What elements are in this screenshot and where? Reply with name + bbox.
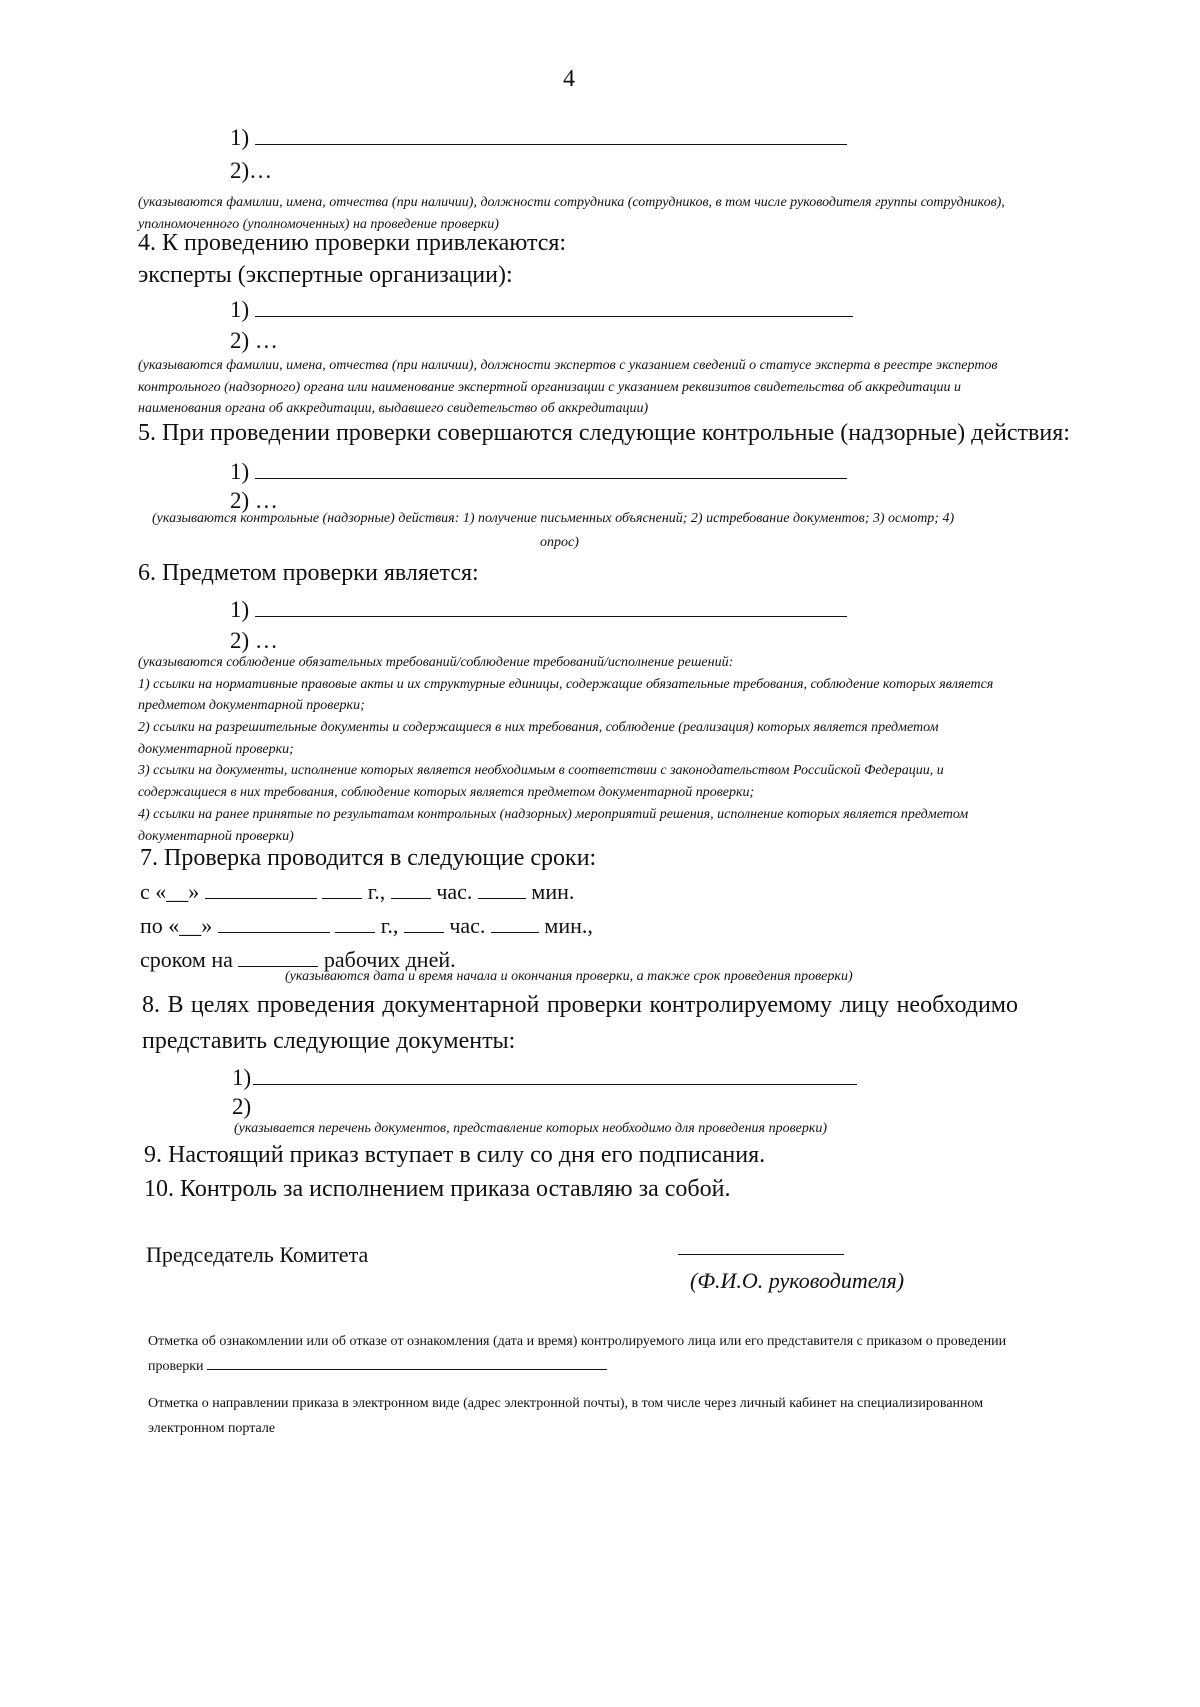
s3-item-1-label: 1) — [230, 125, 250, 150]
footer-familiarization-blank[interactable] — [207, 1355, 607, 1370]
s4-subheading: эксперты (экспертные организации): — [138, 262, 513, 288]
footer-familiarization — [148, 1330, 1024, 1379]
s5-heading: 5. При проведении проверки совершаются следующие контрольные (надзорные) действия: — [138, 420, 1070, 446]
signature-line[interactable] — [678, 1254, 844, 1255]
s10-text: 10. Контроль за исполнением приказа оставляю за собой. — [144, 1176, 731, 1202]
s7-from-year-label: г., — [367, 879, 386, 904]
s8-item-1 — [232, 1062, 857, 1091]
s6-note-line-3: 3) ссылки на документы, исполнение которых является необходимым в соответствии с законодательством Российской Федерации, и содержащиеся в них требования, соблюдение которых является предметом документарной проверки; — [138, 763, 944, 801]
s7-heading: 7. Проверка проводится в следующие сроки: — [140, 845, 597, 871]
s7-from-min-blank[interactable] — [478, 878, 526, 899]
s6-note-line-2: 2) ссылки на разрешительные документы и содержащиеся в них требования, соблюдение (реализация) которых является предметом документарной проверки; — [138, 720, 939, 757]
s7-to-min-blank[interactable] — [491, 912, 539, 933]
s5-note-line-2: опрос) — [540, 535, 579, 550]
s7-from-hour-label: час. — [436, 879, 473, 904]
s4-note: (указываются фамилии, имена, отчества (при наличии), должности экспертов с указанием сведений о статусе эксперта в реестре экспертов контрольного (надзорного) органа или наименование экспертной организации с указанием реквизитов свидетельства об аккредитации и наименования органа об аккредитации, выдавшего свидетельство об аккредитации) — [138, 358, 998, 417]
s7-from-hour-blank[interactable] — [391, 878, 431, 899]
s3-item-1 — [230, 122, 847, 151]
s7-to-hour-blank[interactable] — [404, 912, 444, 933]
s7-term-prefix: сроком на — [140, 947, 233, 972]
signature-position: Председатель Комитета — [146, 1242, 369, 1267]
s3-note: (указываются фамилии, имена, отчества (при наличии), должности сотрудника (сотрудников, в том числе руководителя группы сотрудников), уполномоченного (уполномоченных) на проведение проверки) — [138, 195, 1005, 232]
signature-name-hint: (Ф.И.О. руководителя) — [690, 1268, 905, 1293]
page-number: 4 — [563, 66, 575, 92]
s7-from-min-label: мин. — [531, 879, 575, 904]
s7-term-suffix: рабочих дней. — [323, 947, 456, 972]
s8-heading-cont: представить следующие документы: — [142, 1028, 516, 1054]
s6-note-line-4: 4) ссылки на ранее принятые по результатам контрольных (надзорных) мероприятий решения, исполнение которых является предметом документарной проверки) — [138, 806, 969, 844]
s4-item-1 — [230, 294, 853, 323]
footer-electronic: Отметка о направлении приказа в электронном виде (адрес электронной почты), в том числе через личный кабинет на специализированном электронном портале — [148, 1396, 984, 1436]
s7-to-prefix: по «__» — [140, 913, 213, 938]
s6-item-2: 2) … — [230, 628, 278, 653]
s5-item-2: 2) … — [230, 488, 278, 513]
s8-item-2: 2) — [232, 1094, 252, 1119]
s7-from-year-blank[interactable] — [322, 878, 362, 899]
s9-text: 9. Настоящий приказ вступает в силу со дня его подписания. — [144, 1142, 766, 1168]
s4-heading: 4. К проведению проверки привлекаются: — [138, 230, 567, 256]
s4-item-2: 2) … — [230, 328, 278, 353]
s5-note-line-1: (указываются контрольные (надзорные) действия: 1) получение письменных объяснений; 2) истребование документов; 3) осмотр; 4) — [152, 511, 955, 526]
s8-note: (указывается перечень документов, представление которых необходимо для проведения проверки) — [234, 1121, 828, 1136]
s8-item-1-label: 1) — [232, 1065, 252, 1090]
s8-item-1-blank[interactable] — [253, 1062, 857, 1085]
s5-item-1-label: 1) — [230, 459, 250, 484]
s7-to-min-label: мин., — [544, 913, 593, 938]
s5-item-1-blank[interactable] — [255, 456, 847, 479]
s7-note: (указываются дата и время начала и окончания проверки, а также срок проведения проверки) — [285, 969, 853, 984]
s7-term-blank[interactable] — [238, 946, 318, 967]
s4-item-1-blank[interactable] — [255, 294, 853, 317]
s3-item-1-blank[interactable] — [255, 122, 847, 145]
s7-to-year-label: г., — [380, 913, 399, 938]
s7-to-month-blank[interactable] — [218, 912, 330, 933]
s4-item-1-label: 1) — [230, 297, 250, 322]
s6-item-1-label: 1) — [230, 597, 250, 622]
footer-familiarization-text: Отметка об ознакомлении или об отказе от ознакомления (дата и время) контролируемого лица или его представителя с приказом о проведении проверки — [148, 1334, 1007, 1374]
s7-to-hour-label: час. — [449, 913, 486, 938]
s7-to-year-blank[interactable] — [335, 912, 375, 933]
s8-heading: 8. В целях проведения документарной проверки контролируемому лицу необходимо — [142, 992, 1018, 1018]
s7-from-prefix: с «__» — [140, 879, 200, 904]
s6-note-line-1: 1) ссылки на нормативные правовые акты и их структурные единицы, содержащие обязательные требования, соблюдение которых является предметом документарной проверки; — [138, 676, 994, 714]
s6-note — [138, 652, 1018, 847]
s6-item-1-blank[interactable] — [255, 594, 847, 617]
s7-from-row — [140, 878, 574, 905]
s6-note-line-0: (указываются соблюдение обязательных требований/соблюдение требований/исполнение решений: — [138, 655, 734, 670]
s7-to-row — [140, 912, 593, 939]
s3-item-2: 2)… — [230, 158, 273, 183]
s7-from-month-blank[interactable] — [205, 878, 317, 899]
s6-heading: 6. Предметом проверки является: — [138, 560, 479, 586]
s5-item-1 — [230, 456, 847, 485]
s6-item-1 — [230, 594, 847, 623]
